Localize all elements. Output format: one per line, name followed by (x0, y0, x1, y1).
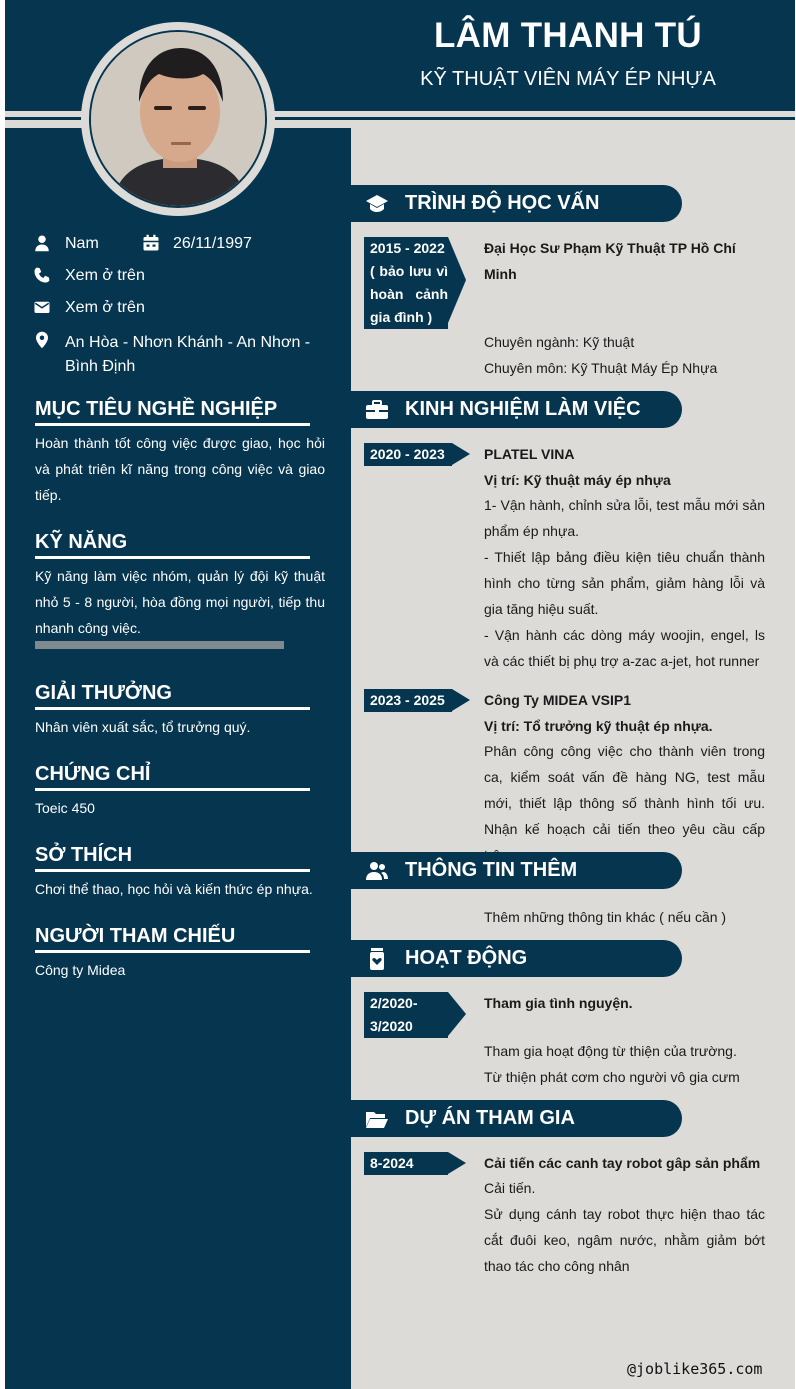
education-period-line1: 2015 - 2022 (370, 240, 445, 256)
footer-watermark: @joblike365.com (627, 1360, 763, 1378)
certificates-text: Toeic 450 (35, 800, 95, 816)
job-description: - Thiết lập bảng điều kiện tiêu chuẩn thành hình cho từng sản phẩm, giảm hàng lỗi và gia tăng hiệu suất. (484, 549, 765, 617)
education-period-line3: hoàn cảnh (370, 286, 448, 302)
cv-page (5, 0, 795, 1389)
activities-period-line1: 2/2020- (370, 995, 418, 1011)
birthday: 26/11/1997 (173, 235, 252, 252)
extra-info-text: Thêm những thông tin khác ( nếu cần ) (484, 909, 727, 925)
activities-title: Tham gia tình nguyện. (484, 995, 633, 1011)
education-major: Chuyên ngành: Kỹ thuật (484, 334, 635, 350)
job-period-tag: 2020 - 2023 (364, 443, 452, 466)
activities-line: Tham gia hoạt động từ thiện của trường. (484, 1043, 737, 1059)
certificates-heading: CHỨNG CHỈ (35, 763, 310, 791)
activities-period-line2: 3/2020 (370, 1018, 413, 1034)
education-section-header (351, 185, 682, 222)
education-period-line4: gia đình ) (370, 309, 433, 325)
hobbies-heading: SỞ THÍCH (35, 844, 310, 872)
projects-section-header (351, 1100, 682, 1137)
hobbies-text: Chơi thể thao, học hỏi và kiến thức ép nhựa. (35, 881, 313, 897)
calendar-icon (142, 234, 160, 252)
user-icon (33, 234, 51, 252)
skills-text: Kỹ năng làm việc nhóm, quản lý đội kỹ thuật nhỏ 5 - 8 người, hòa đồng mọi người, tiếp thu nhanh công việc. (35, 568, 325, 636)
education-period-tag (364, 237, 448, 329)
email: Xem ở trên (65, 299, 145, 316)
address: An Hòa - Nhơn Khánh - An Nhơn - Bình Định (65, 334, 311, 375)
activities-section-header (351, 940, 682, 977)
briefcase-icon (365, 398, 389, 422)
activities-period-tag (364, 992, 448, 1038)
job-period-tag: 2023 - 2025 (364, 689, 452, 712)
objective-heading: MỤC TIÊU NGHỀ NGHIỆP (35, 398, 310, 426)
awards-text: Nhân viên xuất sắc, tổ trưởng quý. (35, 719, 251, 735)
job-description: 1- Vận hành, chỉnh sửa lỗi, test mẫu mới sản phẩm ép nhựa. (484, 497, 765, 539)
references-text: Công ty Midea (35, 962, 126, 978)
activities-heading: HOẠT ĐỘNG (405, 947, 528, 969)
education-school: Đại Học Sư Phạm Kỹ Thuật TP Hồ Chí Minh (484, 240, 736, 282)
skill-level-bar (35, 641, 284, 649)
job-position: Vị trí: Tổ trưởng kỹ thuật ép nhựa. (484, 718, 713, 734)
job-company: PLATEL VINA (484, 446, 575, 462)
gender: Nam (65, 235, 99, 252)
job-description: - Vận hành các dòng máy woojin, engel, ls và các thiết bị phụ trợ a-zac a-jet, hot runner (484, 627, 765, 669)
folder-open-icon (365, 1107, 389, 1131)
references-heading: NGƯỜI THAM CHIẾU (35, 925, 310, 953)
sidebar (5, 128, 351, 1389)
job-company: Công Ty MIDEA VSIP1 (484, 692, 632, 708)
education-specialty: Chuyên môn: Kỹ Thuật Máy Ép Nhựa (484, 360, 718, 376)
job-description: Phân công công việc cho thành viên trong ca, kiểm soát vấn đề hàng NG, test mẫu mới, thiết lập thông số thành hình tối ưu. Nhận kế hoạch cải tiến theo yêu cầu cấp (484, 743, 765, 837)
job-title: KỸ THUẬT VIÊN MÁY ÉP NHỰA (420, 68, 716, 90)
education-heading: TRÌNH ĐỘ HỌC VẤN (405, 192, 600, 214)
skills-heading: KỸ NĂNG (35, 531, 310, 559)
phone: Xem ở trên (65, 267, 145, 284)
candidate-name: LÂM THANH TÚ (434, 16, 702, 55)
profile-photo (89, 30, 267, 208)
projects-description: Sử dụng cánh tay robot thực hiện thao tác cắt đuôi keo, ngâm nước, nhằm giảm bớt thao tác cho công nhân (484, 1206, 765, 1274)
phone-icon (33, 266, 51, 284)
objective-text: Hoàn thành tốt công việc được giao, học hỏi và phát triên kĩ năng trong công việc và giao tiếp. (35, 435, 325, 503)
extra-info-heading: THÔNG TIN THÊM (405, 859, 578, 881)
awards-heading: GIẢI THƯỞNG (35, 682, 310, 710)
job-position: Vị trí: Kỹ thuật máy ép nhựa (484, 472, 671, 488)
extra-info-section-header (351, 852, 682, 889)
users-icon (365, 859, 389, 883)
projects-period-tag: 8-2024 (364, 1152, 448, 1175)
location-icon (33, 331, 51, 349)
projects-heading: DỰ ÁN THAM GIA (405, 1107, 575, 1129)
projects-line: Cải tiến. (484, 1180, 536, 1196)
experience-heading: KINH NGHIỆM LÀM VIỆC (405, 398, 641, 420)
education-period-line2: ( bảo lưu vì (370, 263, 448, 279)
heart-jar-icon (365, 947, 389, 971)
experience-section-header (351, 391, 682, 428)
projects-title: Cải tiến các canh tay robot gâp sản phẩm (484, 1155, 761, 1171)
graduation-cap-icon (365, 192, 389, 216)
activities-line: Từ thiện phát cơm cho người vô gia cưm (484, 1069, 740, 1085)
email-icon (33, 298, 51, 316)
